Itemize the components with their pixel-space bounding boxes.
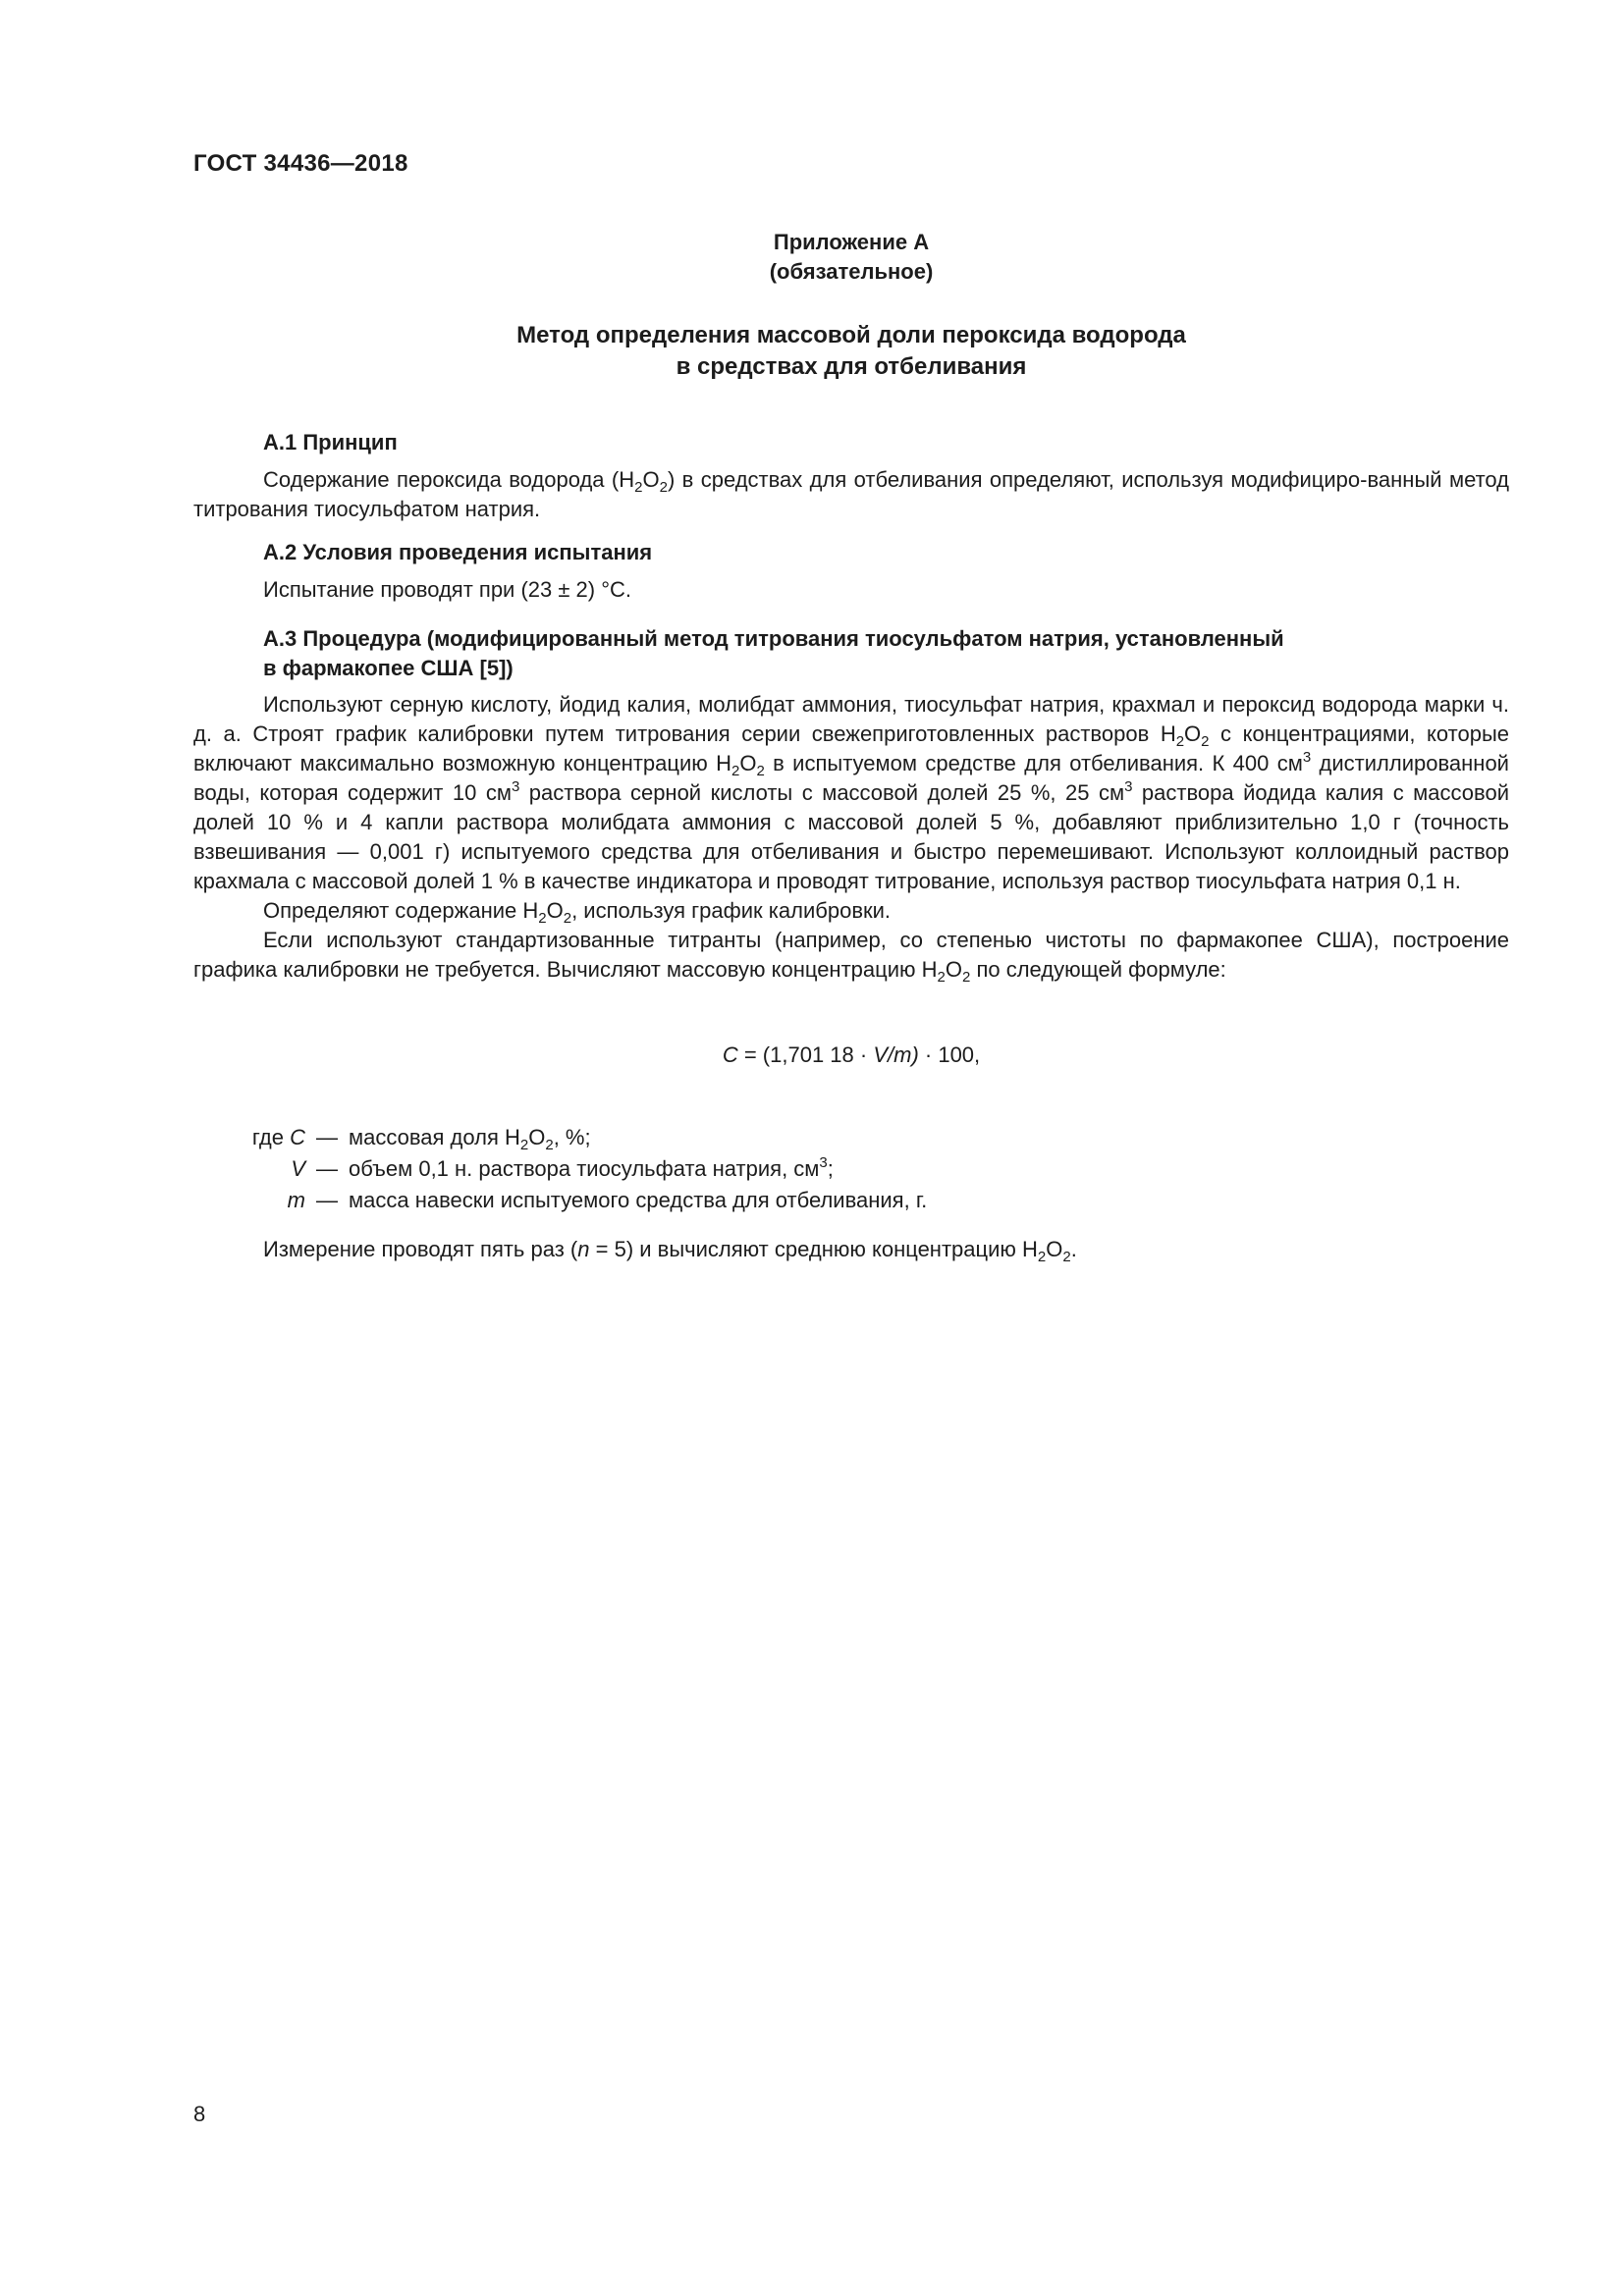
definition-item: m — масса навески испытуемого средства для отбеливания, г. xyxy=(287,1188,928,1212)
definitions-list xyxy=(193,1122,927,1216)
annex-status: (обязательное) xyxy=(769,259,934,284)
paragraph: Содержание пероксида водорода $(H_2O_2)$ в средствах для отбеливания определяют, используя модифициро-ванный метод титрования тиосульфатом натрия. xyxy=(193,467,1509,521)
formula: C = (1,701 18 · V/m) · 100, xyxy=(722,1042,981,1067)
final-paragraph: Измерение проводят пять раз (n = 5) и вычисляют среднюю концентрацию $H_2O_2$. xyxy=(263,1237,1077,1265)
document-id: ГОСТ 34436—2018 xyxy=(193,150,408,177)
section-heading-a1: А.1 Принцип xyxy=(263,430,398,454)
paragraph: Если используют стандартизованные титранты (например, со степенью чистоты по фармакопее США), построение графика калибровки не требуется. Вычисляют массовую концентрацию $H_2O_2$ по следующей формуле: xyxy=(193,928,1509,986)
paragraph: Определяют содержание $H_2O_2$, используя график калибровки. xyxy=(263,898,892,927)
method-title-line2: в средствах для отбеливания xyxy=(676,353,1027,380)
section-a2-body xyxy=(193,575,1509,605)
section-a1-body xyxy=(193,465,1509,524)
section-a3-body xyxy=(193,690,1509,985)
page-number: 8 xyxy=(193,2102,206,2126)
definition-item: V — объем 0,1 н. раствора тиосульфата натрия, $см^3$; xyxy=(291,1154,834,1181)
method-title xyxy=(193,320,1509,383)
section-heading-a2: А.2 Условия проведения испытания xyxy=(263,540,653,564)
annex-heading xyxy=(193,228,1509,287)
definition-item: где C — массовая доля $H_2O_2$, %; xyxy=(251,1125,591,1153)
method-title-line1: Метод определения массовой доли пероксида водорода xyxy=(516,322,1186,348)
paragraph: Испытание проводят при (23 ± 2) °С. xyxy=(263,577,632,602)
annex-title: Приложение А xyxy=(773,230,930,254)
paragraph: Используют серную кислоту, йодид калия, молибдат аммония, тиосульфат натрия, крахмал и пероксид водорода марки ч. д. а. Строят график калибровки путем титрования серии свежеприготовленных растворов $H_2O_2$ с концентрациями, которые включают максимально возможную концентрацию $H_2O_2$ в испытуемом средстве для отбеливания. К 400 $см^3$ дистиллированной воды, которая содержит 10 $см^3$ раствора серной кислоты с массовой долей 25 %, 25 $см^3$ раствора йодида калия с массовой долей 10 % и 4 капли раствора молибдата аммония с массовой долей 5 %, добавляют приблизительно 1,0 г (точность взвешивания — 0,001 г) испытуемого средства для отбеливания и быстро перемешивают. Используют коллоидный раствор крахмала с массовой долей 1 % в качестве индикатора и проводят титрование, используя раствор тиосульфата натрия 0,1 н. xyxy=(193,692,1509,893)
section-heading-a3: А.3 Процедура (модифицированный метод титрования тиосульфатом натрия, установленный в фармакопее США [5]) xyxy=(263,626,1284,680)
